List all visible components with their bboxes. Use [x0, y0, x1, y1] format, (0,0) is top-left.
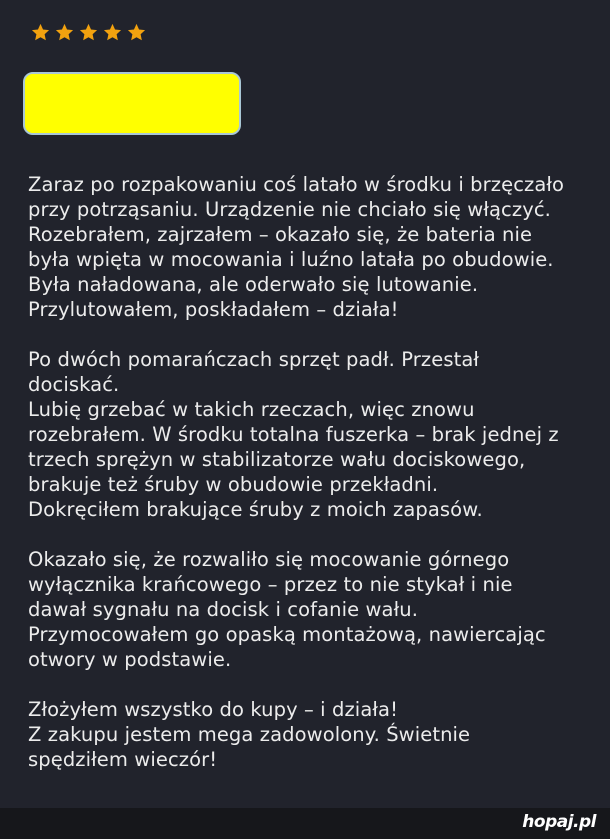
redacted-avatar: [23, 72, 241, 135]
star-rating: [30, 22, 147, 43]
star-icon: [102, 22, 123, 43]
review-paragraph: Złożyłem wszystko do kupy – i działa! Z zakupu jestem mega zadowolony. Świetnie spędziłem wieczór!: [28, 698, 471, 771]
review-paragraph: Okazało się, że rozwaliło się mocowanie górnego wyłącznika krańcowego – przez to nie stykał i nie dawał sygnału na docisk i cofanie wału. Przymocowałem go opaską montażową, nawiercając otwory w podstawie.: [28, 548, 546, 671]
star-icon: [54, 22, 75, 43]
star-icon: [126, 22, 147, 43]
watermark-logo: hopaj.pl: [522, 812, 596, 832]
star-icon: [30, 22, 51, 43]
review-text: [28, 172, 588, 772]
footer-bar: [0, 808, 610, 839]
redaction-block: [25, 74, 239, 133]
star-icon: [78, 22, 99, 43]
review-paragraph: Po dwóch pomarańczach sprzęt padł. Przestał dociskać. Lubię grzebać w takich rzeczach, więc znowu rozebrałem. W środku totalna fuszerka – brak jednej z trzech sprężyn w stabilizatorze wału dociskowego, brakuje też śruby w obudowie przekładni. Dokręciłem brakujące śruby z moich zapasów.: [28, 348, 559, 521]
review-paragraph: Zaraz po rozpakowaniu coś latało w środku i brzęczało przy potrząsaniu. Urządzenie nie chciało się włączyć. Rozebrałem, zajrzałem – okazało się, że bateria nie była wpięta w mocowania i luźno latała po obudowie. Była naładowana, ale oderwało się lutowanie. Przylutowałem, poskładałem – działa!: [28, 173, 565, 321]
